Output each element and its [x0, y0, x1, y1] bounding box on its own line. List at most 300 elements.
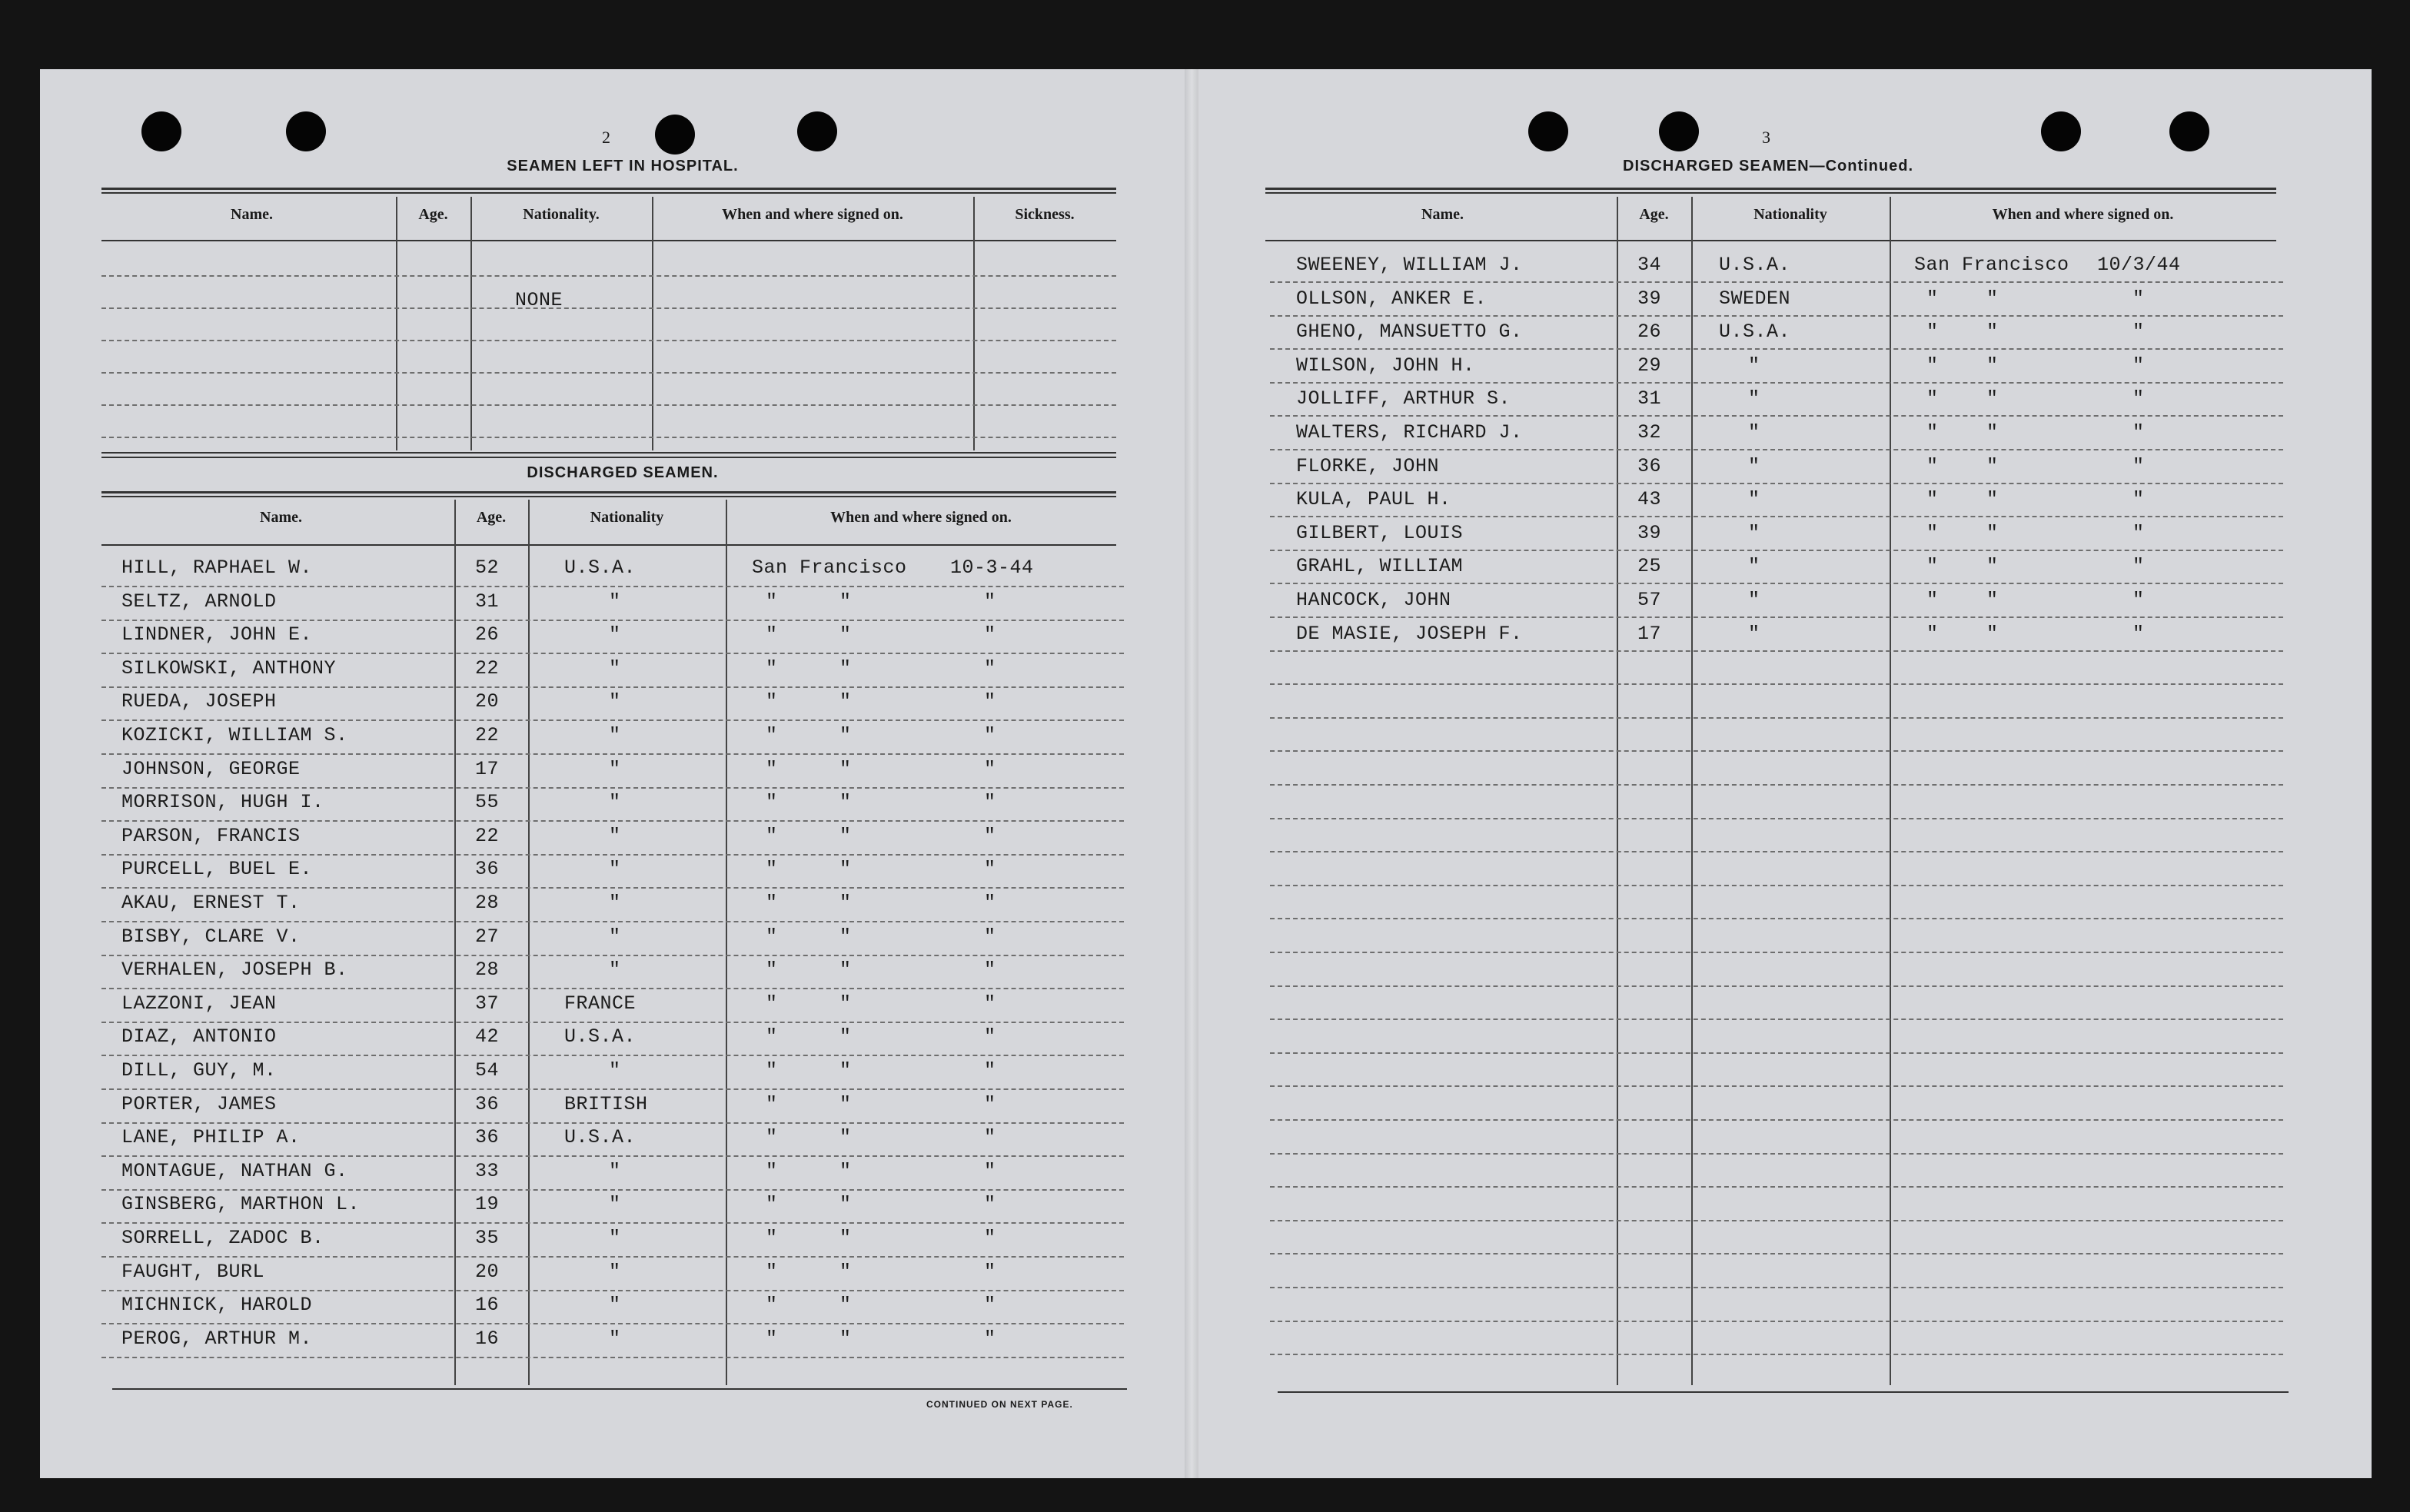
signed-on-date: " — [984, 1159, 996, 1182]
punch-hole — [1528, 111, 1568, 151]
signed-on-place: " — [1926, 589, 1939, 611]
seaman-nationality: " — [609, 858, 621, 881]
signed-on-date: " — [984, 1059, 996, 1082]
signed-on-place: " — [766, 858, 778, 881]
signed-on-date: " — [984, 1294, 996, 1317]
row-line — [101, 988, 1124, 989]
signed-on-place: " — [1926, 287, 1939, 310]
seaman-nationality: U.S.A. — [1719, 254, 1791, 276]
seaman-age: 16 — [475, 1327, 500, 1350]
seaman-name: JOHNSON, GEORGE — [121, 757, 301, 780]
seaman-nationality: " — [609, 623, 621, 646]
signed-on-place: " — [839, 724, 852, 746]
seaman-name: VERHALEN, JOSEPH B. — [121, 959, 348, 982]
signed-on-place: " — [1926, 488, 1939, 511]
signed-on-place: " — [1986, 622, 1999, 645]
seaman-age: 36 — [1637, 454, 1662, 477]
punch-hole — [141, 111, 181, 151]
rule — [101, 457, 1116, 458]
signed-on-date: " — [984, 623, 996, 646]
row-line — [1270, 315, 2283, 317]
signed-on-date: " — [984, 959, 996, 982]
seaman-age: 28 — [475, 892, 500, 914]
signed-on-place: " — [1986, 421, 1999, 444]
rule — [101, 452, 1116, 454]
signed-on-place: " — [766, 1193, 778, 1216]
signed-on-place: " — [766, 925, 778, 948]
page-number-left: 2 — [602, 128, 610, 147]
signed-on-date: " — [2132, 454, 2145, 477]
col-divider — [973, 197, 975, 450]
seaman-age: 28 — [475, 959, 500, 982]
seaman-name: GINSBERG, MARTHON L. — [121, 1193, 361, 1216]
signed-on-place: " — [839, 1260, 852, 1283]
signed-on-date: " — [2132, 555, 2145, 578]
rule — [1278, 1391, 2289, 1393]
seaman-name: MORRISON, HUGH I. — [121, 791, 324, 814]
row-line — [101, 1290, 1124, 1291]
row-line — [1270, 1085, 2283, 1087]
seaman-name: SILKOWSKI, ANTHONY — [121, 656, 337, 680]
signed-on-place: " — [766, 892, 778, 914]
signed-on-place: " — [1986, 354, 1999, 377]
col-divider — [1617, 197, 1618, 1385]
row-line — [1270, 885, 2283, 886]
seaman-name: JOLLIFF, ARTHUR S. — [1296, 387, 1511, 410]
seaman-age: 26 — [1637, 321, 1662, 344]
signed-on-date: " — [984, 590, 996, 613]
row-line — [101, 1357, 1124, 1358]
seaman-age: 17 — [1637, 622, 1662, 645]
seaman-name: DIAZ, ANTONIO — [121, 1025, 277, 1048]
row-line — [1270, 1253, 2283, 1254]
seaman-nationality: " — [1748, 622, 1760, 645]
signed-on-place: " — [1926, 555, 1939, 578]
seaman-name: SELTZ, ARNOLD — [121, 590, 277, 613]
signed-on-date: " — [984, 757, 996, 780]
rule — [101, 544, 1116, 546]
signed-on-place: " — [1986, 387, 1999, 410]
signed-on-date: " — [984, 925, 996, 948]
seaman-age: 55 — [475, 791, 500, 814]
seaman-name: MICHNICK, HAROLD — [121, 1294, 313, 1317]
seaman-age: 26 — [475, 623, 500, 646]
signed-on-place: " — [839, 992, 852, 1015]
seaman-age: 16 — [475, 1294, 500, 1317]
punch-hole — [655, 115, 695, 155]
seaman-name: OLLSON, ANKER E. — [1296, 287, 1488, 310]
discharged-continued-title: DISCHARGED SEAMEN—Continued. — [1623, 158, 1913, 174]
signed-on-place: " — [839, 824, 852, 847]
seaman-name: KOZICKI, WILLIAM S. — [121, 724, 348, 746]
row-line — [101, 820, 1124, 822]
row-line — [101, 787, 1124, 789]
signed-on-place: " — [766, 1260, 778, 1283]
seaman-name: GHENO, MANSUETTO G. — [1296, 321, 1523, 344]
signed-on-place: " — [1986, 287, 1999, 310]
row-line — [101, 1256, 1124, 1258]
row-line — [101, 1222, 1124, 1224]
signed-on-date: " — [2132, 354, 2145, 377]
seaman-age: 35 — [475, 1227, 500, 1249]
seaman-name: GRAHL, WILLIAM — [1296, 555, 1464, 578]
signed-on-date: " — [2132, 488, 2145, 511]
signed-on-place: " — [766, 1159, 778, 1182]
seaman-name: BISBY, CLARE V. — [121, 925, 301, 948]
seaman-age: 20 — [475, 690, 500, 713]
row-line — [101, 372, 1116, 374]
signed-on-place: " — [766, 992, 778, 1015]
page-number-right: 3 — [1762, 128, 1770, 147]
signed-on-place: " — [1926, 521, 1939, 544]
rule — [101, 496, 1116, 497]
seaman-nationality: " — [1748, 589, 1760, 611]
seaman-name: FAUGHT, BURL — [121, 1260, 265, 1283]
col-header-name: Name. — [1421, 206, 1464, 223]
punch-hole — [797, 111, 837, 151]
seaman-nationality: FRANCE — [564, 992, 637, 1015]
col-header-signed-on: When and where signed on. — [722, 206, 903, 223]
seaman-age: 25 — [1637, 555, 1662, 578]
signed-on-place: San Francisco — [752, 557, 907, 579]
row-line — [1270, 1287, 2283, 1288]
row-line — [101, 275, 1116, 277]
seaman-age: 57 — [1637, 589, 1662, 611]
seaman-age: 39 — [1637, 521, 1662, 544]
signed-on-place: " — [839, 1227, 852, 1249]
seaman-nationality: " — [609, 724, 621, 746]
signed-on-place: " — [1926, 454, 1939, 477]
row-line — [101, 620, 1124, 621]
seaman-nationality: " — [609, 1327, 621, 1350]
signed-on-date: " — [984, 656, 996, 680]
col-header-nationality: Nationality — [590, 509, 664, 526]
seaman-name: PORTER, JAMES — [121, 1092, 277, 1115]
col-header-age: Age. — [418, 206, 448, 223]
signed-on-date: " — [984, 824, 996, 847]
seaman-name: PEROG, ARTHUR M. — [121, 1327, 313, 1350]
seaman-nationality: U.S.A. — [1719, 321, 1791, 344]
row-line — [1270, 1186, 2283, 1188]
signed-on-place: " — [1986, 589, 1999, 611]
seaman-age: 36 — [475, 1126, 500, 1149]
row-line — [1270, 583, 2283, 584]
signed-on-place: " — [1926, 321, 1939, 344]
signed-on-place: " — [839, 656, 852, 680]
signed-on-place: " — [839, 925, 852, 948]
seaman-age: 31 — [1637, 387, 1662, 410]
signed-on-place: " — [766, 959, 778, 982]
seaman-nationality: " — [609, 1294, 621, 1317]
col-header-nationality: Nationality — [1753, 206, 1827, 223]
row-line — [1270, 818, 2283, 819]
row-line — [101, 1022, 1124, 1023]
seaman-nationality: " — [609, 1059, 621, 1082]
seaman-nationality: " — [609, 1193, 621, 1216]
row-line — [1270, 750, 2283, 752]
signed-on-place: " — [839, 959, 852, 982]
seaman-nationality: " — [609, 590, 621, 613]
signed-on-place: " — [766, 656, 778, 680]
seaman-name: PARSON, FRANCIS — [121, 824, 301, 847]
seaman-age: 52 — [475, 557, 500, 579]
seaman-age: 22 — [475, 656, 500, 680]
seaman-name: FLORKE, JOHN — [1296, 454, 1440, 477]
seaman-age: 42 — [475, 1025, 500, 1048]
signed-on-date: " — [984, 1126, 996, 1149]
seaman-age: 22 — [475, 724, 500, 746]
seaman-name: LANE, PHILIP A. — [121, 1126, 301, 1149]
row-line — [1270, 717, 2283, 719]
seaman-age: 17 — [475, 757, 500, 780]
seaman-nationality: " — [609, 959, 621, 982]
right-page — [1192, 69, 2372, 1478]
signed-on-place: " — [839, 1193, 852, 1216]
signed-on-date: " — [984, 1193, 996, 1216]
signed-on-place: " — [839, 791, 852, 814]
row-line — [1270, 1019, 2283, 1020]
row-line — [1270, 851, 2283, 852]
row-line — [1270, 516, 2283, 517]
signed-on-date: " — [984, 992, 996, 1015]
seaman-nationality: SWEDEN — [1719, 287, 1791, 310]
signed-on-date: " — [2132, 421, 2145, 444]
signed-on-date: " — [984, 892, 996, 914]
seaman-name: HANCOCK, JOHN — [1296, 589, 1451, 611]
row-line — [101, 653, 1124, 654]
seaman-nationality: " — [1748, 555, 1760, 578]
hospital-section-title: SEAMEN LEFT IN HOSPITAL. — [507, 158, 739, 174]
signed-on-date: " — [2132, 321, 2145, 344]
signed-on-place: " — [766, 824, 778, 847]
row-line — [1270, 1153, 2283, 1155]
col-divider — [1691, 197, 1693, 1385]
signed-on-place: " — [839, 590, 852, 613]
row-line — [101, 1323, 1124, 1324]
col-divider — [396, 197, 397, 450]
col-divider — [652, 197, 653, 450]
signed-on-place: " — [839, 1126, 852, 1149]
rule — [101, 188, 1116, 190]
signed-on-place: " — [1926, 354, 1939, 377]
discharged-section-title: DISCHARGED SEAMEN. — [527, 464, 719, 481]
signed-on-date: " — [984, 1260, 996, 1283]
punch-hole — [286, 111, 326, 151]
seaman-nationality: " — [609, 925, 621, 948]
seaman-nationality: U.S.A. — [564, 1126, 637, 1149]
signed-on-place: " — [1926, 421, 1939, 444]
row-line — [1270, 415, 2283, 417]
row-line — [101, 955, 1124, 956]
signed-on-place: " — [766, 1227, 778, 1249]
signed-on-place: San Francisco — [1914, 254, 2069, 276]
seaman-nationality: " — [1748, 521, 1760, 544]
row-line — [101, 1122, 1124, 1124]
row-line — [1270, 382, 2283, 384]
seaman-name: LINDNER, JOHN E. — [121, 623, 313, 646]
seaman-name: WALTERS, RICHARD J. — [1296, 421, 1523, 444]
signed-on-place: " — [766, 1126, 778, 1149]
col-divider — [726, 500, 727, 1385]
seaman-nationality: " — [609, 757, 621, 780]
signed-on-place: " — [766, 1327, 778, 1350]
seaman-name: DILL, GUY, M. — [121, 1059, 277, 1082]
signed-on-place: " — [839, 1327, 852, 1350]
col-divider — [528, 500, 530, 1385]
seaman-age: 37 — [475, 992, 500, 1015]
seaman-name: WILSON, JOHN H. — [1296, 354, 1475, 377]
seaman-age: 29 — [1637, 354, 1662, 377]
seaman-age: 27 — [475, 925, 500, 948]
seaman-name: SORRELL, ZADOC B. — [121, 1227, 324, 1249]
seaman-age: 20 — [475, 1260, 500, 1283]
signed-on-place: " — [766, 1092, 778, 1115]
signed-on-date: 10/3/44 — [2097, 254, 2181, 276]
row-line — [101, 1055, 1124, 1056]
signed-on-place: " — [1986, 488, 1999, 511]
signed-on-date: " — [984, 1025, 996, 1048]
row-line — [1270, 784, 2283, 786]
signed-on-place: " — [1986, 454, 1999, 477]
row-line — [1270, 1052, 2283, 1054]
punch-hole — [1659, 111, 1699, 151]
seaman-age: 32 — [1637, 421, 1662, 444]
seaman-nationality: " — [609, 824, 621, 847]
seaman-nationality: " — [1748, 454, 1760, 477]
row-line — [1270, 985, 2283, 987]
col-divider — [470, 197, 472, 450]
col-divider — [1890, 197, 1891, 1385]
signed-on-place: " — [766, 1059, 778, 1082]
row-line — [101, 586, 1124, 587]
col-header-name: Name. — [260, 509, 302, 526]
rule — [1265, 192, 2276, 194]
seaman-name: RUEDA, JOSEPH — [121, 690, 277, 713]
signed-on-place: " — [766, 757, 778, 780]
row-line — [101, 1155, 1124, 1157]
col-header-signed-on: When and where signed on. — [830, 509, 1012, 526]
signed-on-place: " — [839, 1059, 852, 1082]
signed-on-date: " — [984, 1092, 996, 1115]
row-line — [1270, 550, 2283, 551]
seaman-nationality: U.S.A. — [564, 557, 637, 579]
seaman-nationality: " — [609, 1159, 621, 1182]
seaman-age: 33 — [475, 1159, 500, 1182]
row-line — [1270, 616, 2283, 618]
seaman-name: DE MASIE, JOSEPH F. — [1296, 622, 1523, 645]
row-line — [101, 404, 1116, 406]
row-line — [1270, 449, 2283, 450]
seaman-name: SWEENEY, WILLIAM J. — [1296, 254, 1523, 276]
seaman-age: 54 — [475, 1059, 500, 1082]
signed-on-date: " — [984, 791, 996, 814]
row-line — [101, 340, 1116, 341]
seaman-name: AKAU, ERNEST T. — [121, 892, 301, 914]
signed-on-place: " — [839, 690, 852, 713]
row-line — [1270, 1119, 2283, 1121]
punch-hole — [2041, 111, 2081, 151]
signed-on-date: " — [984, 690, 996, 713]
col-header-age: Age. — [1639, 206, 1669, 223]
row-line — [1270, 483, 2283, 484]
row-line — [1270, 348, 2283, 350]
seaman-age: 31 — [475, 590, 500, 613]
seaman-nationality: " — [609, 1260, 621, 1283]
signed-on-place: " — [766, 724, 778, 746]
seaman-name: MONTAGUE, NATHAN G. — [121, 1159, 348, 1182]
signed-on-place: " — [766, 590, 778, 613]
signed-on-date: " — [2132, 521, 2145, 544]
seaman-age: 36 — [475, 858, 500, 881]
row-line — [101, 1088, 1124, 1090]
seaman-age: 19 — [475, 1193, 500, 1216]
seaman-nationality: " — [1748, 488, 1760, 511]
row-line — [1270, 1220, 2283, 1221]
seaman-nationality: " — [609, 1227, 621, 1249]
signed-on-place: " — [839, 757, 852, 780]
row-line — [101, 921, 1124, 922]
col-divider — [454, 500, 456, 1385]
row-line — [1270, 650, 2283, 652]
seaman-nationality: " — [609, 791, 621, 814]
row-line — [101, 1189, 1124, 1191]
signed-on-place: " — [766, 623, 778, 646]
signed-on-place: " — [1926, 387, 1939, 410]
rule — [101, 192, 1116, 194]
signed-on-place: " — [839, 1025, 852, 1048]
row-line — [101, 686, 1124, 688]
seaman-age: 22 — [475, 824, 500, 847]
signed-on-date: " — [2132, 622, 2145, 645]
seaman-name: PURCELL, BUEL E. — [121, 858, 313, 881]
signed-on-place: " — [1986, 521, 1999, 544]
signed-on-place: " — [1926, 622, 1939, 645]
seaman-nationality: " — [1748, 387, 1760, 410]
signed-on-place: " — [839, 858, 852, 881]
punch-hole — [2169, 111, 2209, 151]
signed-on-date: " — [984, 1327, 996, 1350]
signed-on-place: " — [1986, 321, 1999, 344]
row-line — [101, 437, 1116, 438]
seaman-name: KULA, PAUL H. — [1296, 488, 1451, 511]
rule — [101, 491, 1116, 493]
row-line — [101, 307, 1116, 309]
seaman-nationality: U.S.A. — [564, 1025, 637, 1048]
rule — [1265, 240, 2276, 241]
signed-on-place: " — [839, 1092, 852, 1115]
seaman-nationality: " — [609, 690, 621, 713]
row-line — [1270, 683, 2283, 685]
seaman-age: 34 — [1637, 254, 1662, 276]
signed-on-place: " — [766, 791, 778, 814]
seaman-age: 36 — [475, 1092, 500, 1115]
row-line — [101, 753, 1124, 755]
signed-on-place: " — [839, 623, 852, 646]
signed-on-date: " — [2132, 387, 2145, 410]
signed-on-place: " — [1986, 555, 1999, 578]
col-header-signed-on: When and where signed on. — [1992, 206, 2174, 223]
row-line — [101, 854, 1124, 856]
row-line — [1270, 281, 2283, 283]
seaman-name: GILBERT, LOUIS — [1296, 521, 1464, 544]
seaman-name: LAZZONI, JEAN — [121, 992, 277, 1015]
signed-on-date: " — [984, 858, 996, 881]
signed-on-date: " — [2132, 589, 2145, 611]
col-header-sickness: Sickness. — [1015, 206, 1075, 223]
signed-on-place: " — [766, 1294, 778, 1317]
seaman-nationality: " — [609, 892, 621, 914]
signed-on-place: " — [766, 690, 778, 713]
